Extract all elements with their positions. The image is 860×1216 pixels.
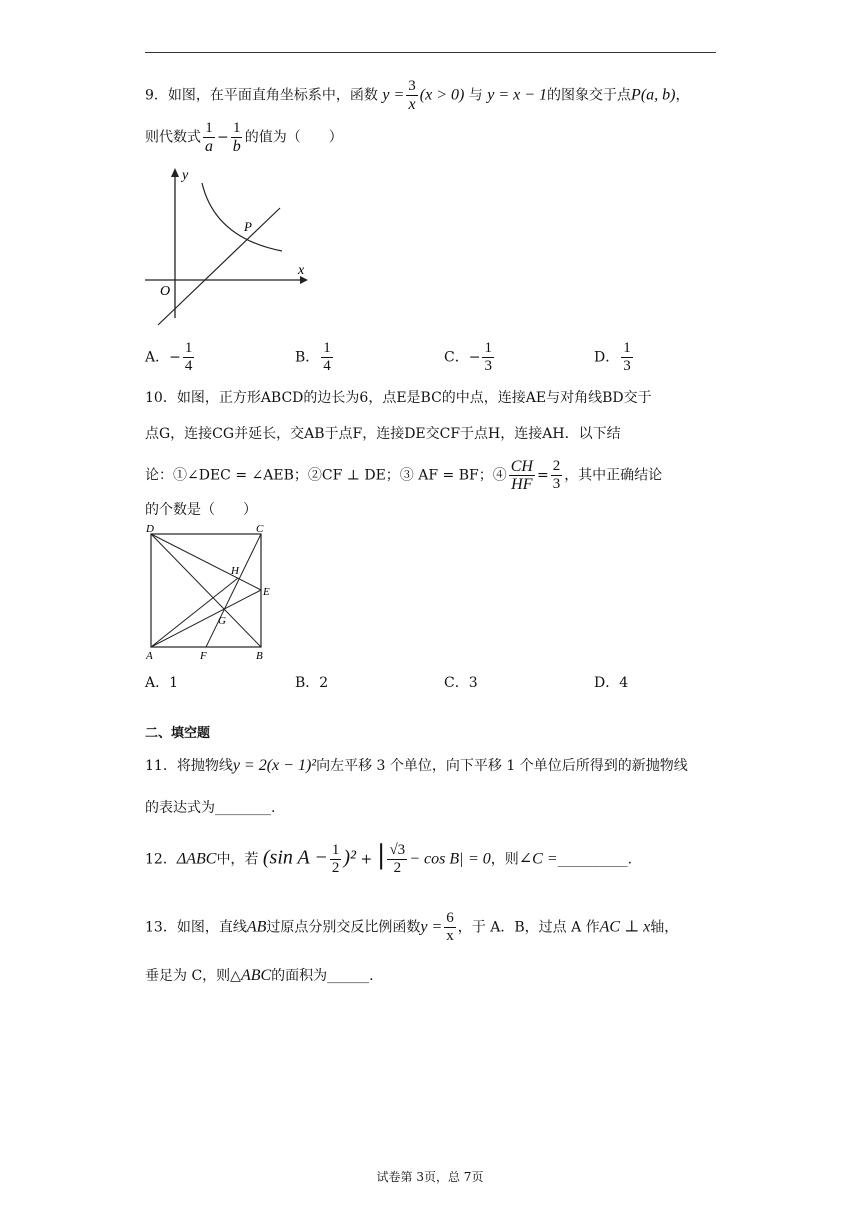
page-footer: 试卷第 3页，总 7页 — [376, 1170, 484, 1184]
q10-line3: 论：①∠DEC = ∠AEB；②CF ⊥ DE；③ AF = BF；④ $\frac{CH}{HF}$ = $\frac{2}{3}$ ，其中正确结论 — [145, 458, 663, 493]
q9-option-d[interactable]: D． $\frac{1}{3}$ — [594, 340, 631, 374]
label-d: D — [146, 524, 154, 535]
label-f: F — [200, 650, 207, 662]
line-y-eq-x-minus-1 — [158, 208, 280, 325]
q9-expr-frac2: $\frac{1}{b}$ — [232, 120, 241, 155]
q9-option-b[interactable]: B． $\frac{1}{4}$ — [295, 340, 331, 374]
q10-line4: 的个数是（ ） — [145, 502, 257, 518]
q10-line1: 10．如图，正方形ABCD的边长为6，点E是BC的中点，连接AE与对角线BD交于 — [145, 390, 652, 406]
q10-option-d[interactable]: D．4 — [594, 675, 629, 691]
segment-ae — [151, 590, 261, 647]
x-axis-label: x — [298, 263, 305, 278]
section-heading-fill-in: 二、填空题 — [145, 726, 211, 741]
q10-option-b[interactable]: B．2 — [295, 675, 329, 691]
q9-number: 9． — [145, 87, 168, 104]
q9-line1: 9．如图，在平面直角坐标系中，函数 y = $\frac{3}{x}$ (x > 0) 与 y = x − 1的图象交于点P(a, b)， — [145, 78, 690, 113]
segment-de — [151, 534, 261, 590]
q9-line2: 则代数式 $\frac{1}{a}$ − $\frac{1}{b}$ 的值为（ ） — [145, 120, 343, 155]
q13-line2: 垂足为 C，则△ABC的面积为______. — [145, 967, 374, 984]
segment-cf — [206, 534, 261, 647]
q10-square-figure — [142, 524, 277, 664]
q9-graph-figure — [140, 163, 315, 333]
label-a: A — [146, 650, 153, 662]
y-axis-label: y — [182, 168, 189, 183]
diagonal-bd — [151, 534, 261, 647]
label-b: B — [256, 650, 263, 662]
q9-expr-frac1: $\frac{1}{a}$ — [205, 120, 213, 155]
q13-fraction: $\frac{6}{x}$ — [446, 910, 454, 944]
q10-line2: 点G，连接CG并延长，交AB于点F，连接DE交CF于点H，连接AH．以下结 — [145, 426, 621, 442]
q10-frac-ch-hf: $\frac{CH}{HF}$ — [510, 458, 533, 493]
q11-formula: y = 2(x − 1)² — [232, 757, 317, 774]
y-axis-arrow-icon — [171, 168, 179, 177]
point-p-label: P — [244, 219, 252, 234]
q12-line: 12．ΔABC中，若 (sin A − $\frac{1}{2}$ )² + | $\frac{√3}{2}$ − cos B| = 0，则∠C =__________. — [145, 840, 633, 876]
q11-line1: 11．将抛物线y = 2(x − 1)²向左平移 3 个单位，向下平移 1 个单位后所得到的新抛物线 — [145, 757, 688, 774]
q13-line1: 13．如图，直线AB过原点分别交反比例函数y = $\frac{6}{x}$ ，于 A．B，过点 A 作AC ⊥ x轴， — [145, 910, 679, 944]
segment-ah — [151, 578, 238, 647]
q10-frac-2-3: $\frac{2}{3}$ — [552, 458, 561, 492]
label-h: H — [231, 565, 239, 577]
q11-line2: 的表达式为________. — [145, 800, 276, 816]
q10-option-a[interactable]: A．1 — [145, 675, 179, 691]
origin-label: O — [160, 284, 171, 299]
q12-answer-blank: __________. — [557, 851, 633, 868]
label-c: C — [256, 524, 264, 535]
label-e: E — [263, 586, 270, 598]
q9-fraction: $\frac{3}{x}$ — [408, 78, 416, 113]
q10-option-c[interactable]: C．3 — [444, 675, 478, 691]
header-rule — [145, 52, 716, 53]
q9-option-a[interactable]: A．− $\frac{1}{4}$ — [145, 340, 193, 374]
q9-option-c[interactable]: C．− $\frac{1}{3}$ — [444, 340, 492, 374]
q12-triangle: ΔABC — [176, 850, 217, 868]
label-g: G — [218, 615, 226, 627]
